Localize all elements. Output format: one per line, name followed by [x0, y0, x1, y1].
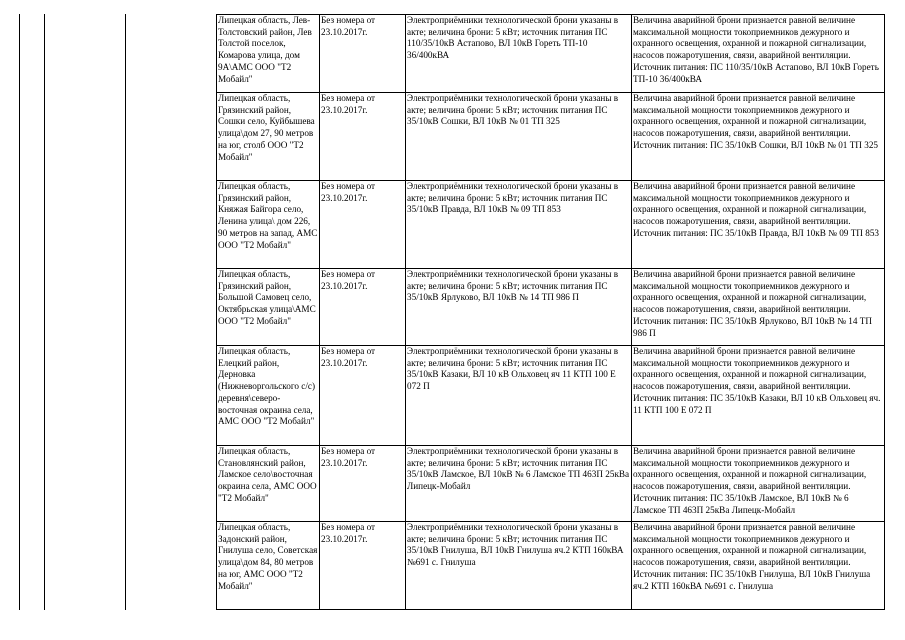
table-row — [217, 15, 885, 93]
document-cell: Без номера от 23.10.2017г. — [320, 93, 406, 181]
emergency-reserve-cell: Величина аварийной брони признается равной величине максимальной мощности токоприемников дежурного и охранного освещения, охранной и пожарной сигнализации, насосов пожаротушения, связи, аварийной вентиляции. Источник питания: ПС 35/10кВ Сошки, ВЛ 10кВ № 01 ТП 325 — [632, 93, 885, 181]
table-row — [217, 269, 885, 346]
technological-reserve-cell: Электроприёмники технологической брони указаны в акте; величина брони: 5 кВт; источник питания ПС 35/10кВ Гнилуша, ВЛ 10кВ Гнилуша яч.2 КТП 160кВА №691 с. Гнилуша — [406, 522, 632, 610]
emergency-reserve-cell: Величина аварийной брони признается равной величине максимальной мощности токоприемников дежурного и охранного освещения, охранной и пожарной сигнализации, насосов пожаротушения, связи, аварийной вентиляции. Источник питания: ПС 110/35/10кВ Астапово, ВЛ 10кВ Гореть ТП-10 36/400кВА — [632, 15, 885, 93]
document-cell: Без номера от 23.10.2017г. — [320, 181, 406, 269]
reservation-table — [216, 14, 885, 610]
address-cell: Липецкая область, Грязинский район, Сошки село, Куйбышева улица\дом 27, 90 метров на юг, столб ООО "Т2 Мобайл" — [217, 93, 320, 181]
table-row — [217, 181, 885, 269]
address-cell: Липецкая область, Грязинский район, Княжая Байгора село, Ленина улица\ дом 226, 90 метров на запад, АМС ООО "Т2 Мобайл" — [217, 181, 320, 269]
emergency-reserve-cell: Величина аварийной брони признается равной величине максимальной мощности токоприемников дежурного и охранного освещения, охранной и пожарной сигнализации, насосов пожаротушения, связи, аварийной вентиляции. Источник питания: ПС 35/10кВ Ярлуково, ВЛ 10кВ № 14 ТП 986 П — [632, 269, 885, 346]
technological-reserve-cell: Электроприёмники технологической брони указаны в акте; величина брони: 5 кВт; источник питания ПС 35/10кВ Ламское, ВЛ 10кВ № 6 Ламское ТП 463П 25кВа Липецк-Мобайл — [406, 446, 632, 522]
address-cell: Липецкая область, Становлянский район, Ламское село\восточная окраина села, АМС ООО "Т2 Мобайл" — [217, 446, 320, 522]
table-row — [217, 446, 885, 522]
table-row — [217, 93, 885, 181]
address-cell: Липецкая область, Елецкий район, Дерновка (Нижневоргольского с/с) деревня\северо-восточная окраина села, АМС ООО "Т2 Мобайл" — [217, 346, 320, 446]
table-row — [217, 346, 885, 446]
address-cell: Липецкая область, Грязинский район, Большой Самовец село, Октябрьская улица\АМС ООО "Т2 Мобайл" — [217, 269, 320, 346]
table-row — [217, 522, 885, 610]
document-cell: Без номера от 23.10.2017г. — [320, 15, 406, 93]
emergency-reserve-cell: Величина аварийной брони признается равной величине максимальной мощности токоприемников дежурного и охранного освещения, охранной и пожарной сигнализации, насосов пожаротушения, связи, аварийной вентиляции. Источник питания: ПС 35/10кВ Правда, ВЛ 10кВ № 09 ТП 853 — [632, 181, 885, 269]
technological-reserve-cell: Электроприёмники технологической брони указаны в акте; величина брони: 5 кВт; источник питания ПС 35/10кВ Сошки, ВЛ 10кВ № 01 ТП 325 — [406, 93, 632, 181]
technological-reserve-cell: Электроприёмники технологической брони указаны в акте; величина брони: 5 кВт; источник питания ПС 35/10кВ Казаки, ВЛ 10 кВ Ольховец яч 11 КТП 100 Е 072 П — [406, 346, 632, 446]
technological-reserve-cell: Электроприёмники технологической брони указаны в акте; величина брони: 5 кВт; источник питания ПС 110/35/10кВ Астапово, ВЛ 10кВ Гореть ТП-10 36/400кВА — [406, 15, 632, 93]
emergency-reserve-cell: Величина аварийной брони признается равной величине максимальной мощности токоприемников дежурного и охранного освещения, охранной и пожарной сигнализации, насосов пожаротушения, связи, аварийной вентиляции. Источник питания: ПС 35/10кВ Гнилуша, ВЛ 10кВ Гнилуша яч.2 КТП 160кВА №691 с. Гнилуша — [632, 522, 885, 610]
document-cell: Без номера от 23.10.2017г. — [320, 346, 406, 446]
emergency-reserve-cell: Величина аварийной брони признается равной величине максимальной мощности токоприемников дежурного и охранного освещения, охранной и пожарной сигнализации, насосов пожаротушения, связи, аварийной вентиляции. Источник питания: ПС 35/10кВ Казаки, ВЛ 10 кВ Ольховец яч. 11 КТП 100 Е 072 П — [632, 346, 885, 446]
address-cell: Липецкая область, Лев-Толстовский район, Лев Толстой поселок, Комарова улица, дом 9А\АМС ООО "Т2 Мобайл" — [217, 15, 320, 93]
margin-rule-1 — [19, 14, 20, 610]
address-cell: Липецкая область, Задонский район, Гнилуша село, Советская улица\дом 84, 80 метров на юг, АМС ООО "Т2 Мобайл" — [217, 522, 320, 610]
margin-rule-3 — [125, 14, 126, 610]
technological-reserve-cell: Электроприёмники технологической брони указаны в акте; величина брони: 5 кВт; источник питания ПС 35/10кВ Правда, ВЛ 10кВ № 09 ТП 853 — [406, 181, 632, 269]
technological-reserve-cell: Электроприёмники технологической брони указаны в акте; величина брони: 5 кВт; источник питания ПС 35/10кВ Ярлуково, ВЛ 10кВ № 14 ТП 986 П — [406, 269, 632, 346]
document-cell: Без номера от 23.10.2017г. — [320, 522, 406, 610]
emergency-reserve-cell: Величина аварийной брони признается равной величине максимальной мощности токоприемников дежурного и охранного освещения, охранной и пожарной сигнализации, насосов пожаротушения, связи, аварийной вентиляции. Источник питания: ПС 35/10кВ Ламское, ВЛ 10кВ № 6 Ламское ТП 463П 25кВа Липецк-Мобайл — [632, 446, 885, 522]
document-cell: Без номера от 23.10.2017г. — [320, 446, 406, 522]
document-cell: Без номера от 23.10.2017г. — [320, 269, 406, 346]
margin-rule-2 — [44, 14, 45, 610]
